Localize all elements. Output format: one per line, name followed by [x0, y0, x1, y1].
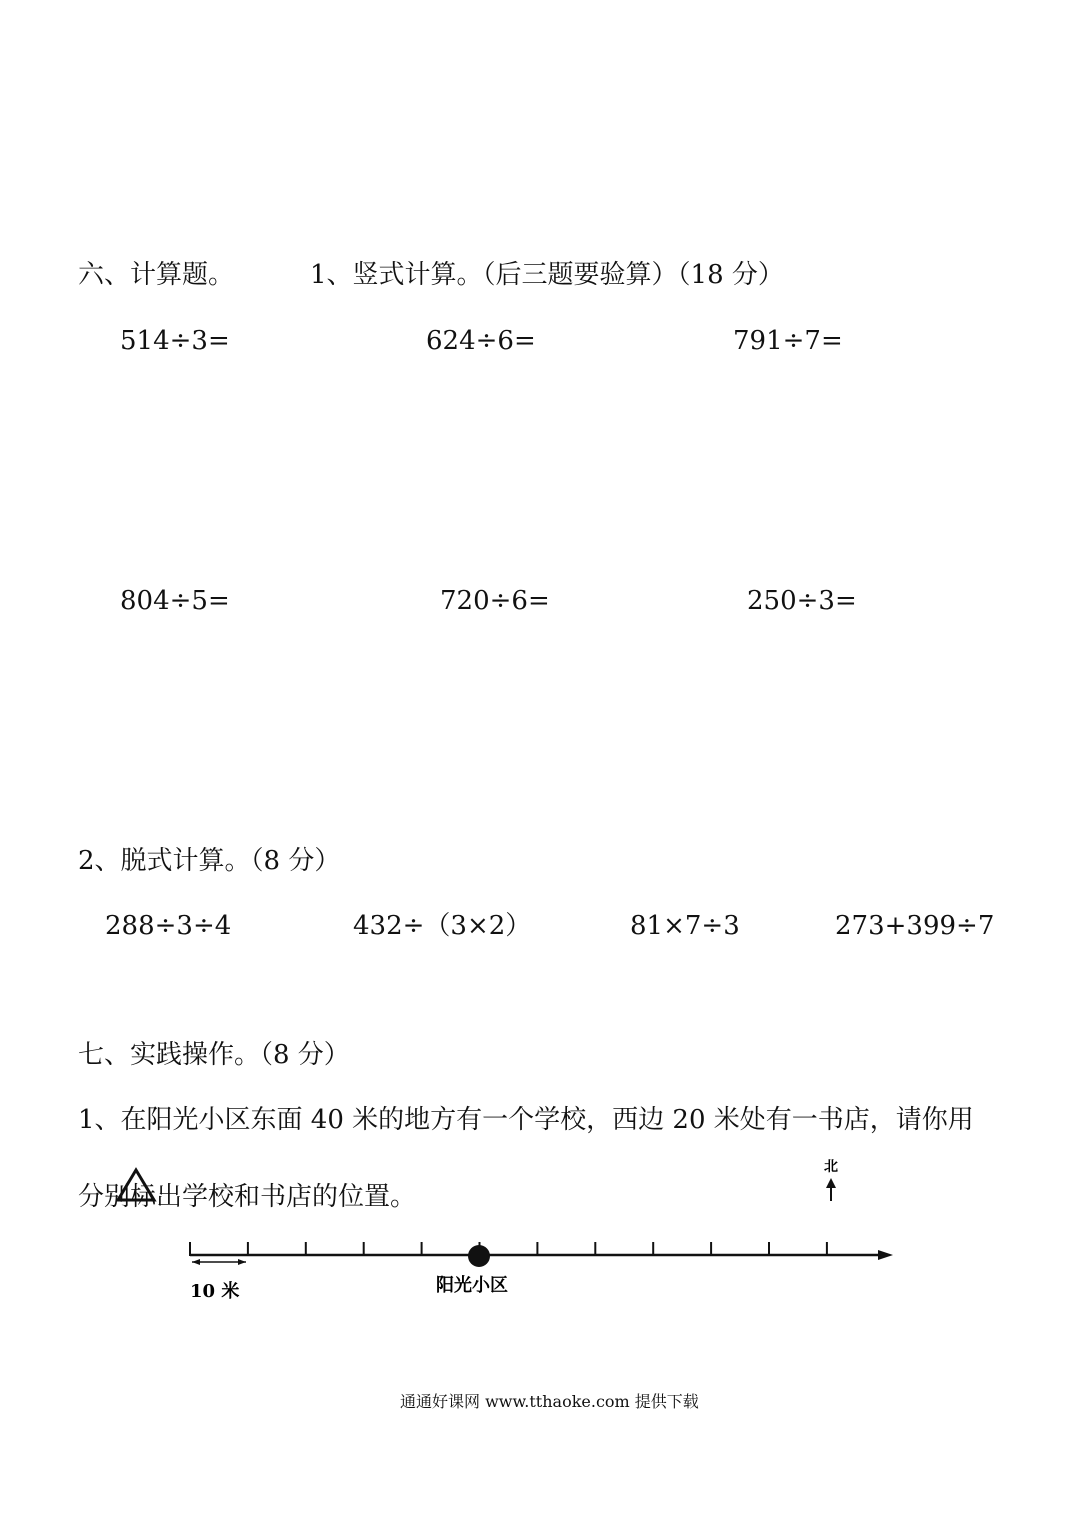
center-label: 阳光小区	[436, 1275, 508, 1296]
residential-area-dot	[468, 1245, 490, 1267]
practice-question-line: 分别标出学校和书店的位置。	[78, 1182, 417, 1212]
section-6-heading: 六、计算题。	[78, 260, 235, 290]
practice-question-line: 1、在阳光小区东面 40 米的地方有一个学校，西边 20 米处有一书店，请你用	[78, 1105, 974, 1135]
vertical-division-problem: 250÷3=	[747, 586, 857, 616]
footer-text: 通通好课网 www.tthaoke.com 提供下载	[400, 1392, 699, 1411]
scale-arrow-left-icon	[192, 1259, 200, 1265]
triangle-symbol-icon	[118, 1170, 154, 1200]
scale-label: 10 米	[190, 1281, 240, 1302]
step-calculation-problem: 288÷3÷4	[105, 911, 232, 941]
scale-arrow-right-icon	[238, 1259, 246, 1265]
north-arrowhead-icon	[826, 1178, 836, 1188]
vertical-division-problem: 804÷5=	[120, 586, 230, 616]
vertical-division-problem: 720÷6=	[440, 586, 550, 616]
vertical-division-problem: 514÷3=	[120, 326, 230, 356]
line-arrowhead-icon	[878, 1250, 893, 1260]
question-1-title: 1、竖式计算。（后三题要验算）（18 分）	[310, 260, 784, 290]
north-label: 北	[824, 1159, 838, 1175]
step-calculation-problem: 273+399÷7	[835, 911, 995, 941]
step-calculation-problem: 81×7÷3	[630, 911, 740, 941]
question-2-title: 2、脱式计算。（8 分）	[78, 846, 341, 876]
vertical-division-problem: 791÷7=	[733, 326, 843, 356]
step-calculation-problem: 432÷（3×2）	[353, 911, 532, 941]
section-7-heading: 七、实践操作。（8 分）	[78, 1040, 350, 1070]
vertical-division-problem: 624÷6=	[426, 326, 536, 356]
